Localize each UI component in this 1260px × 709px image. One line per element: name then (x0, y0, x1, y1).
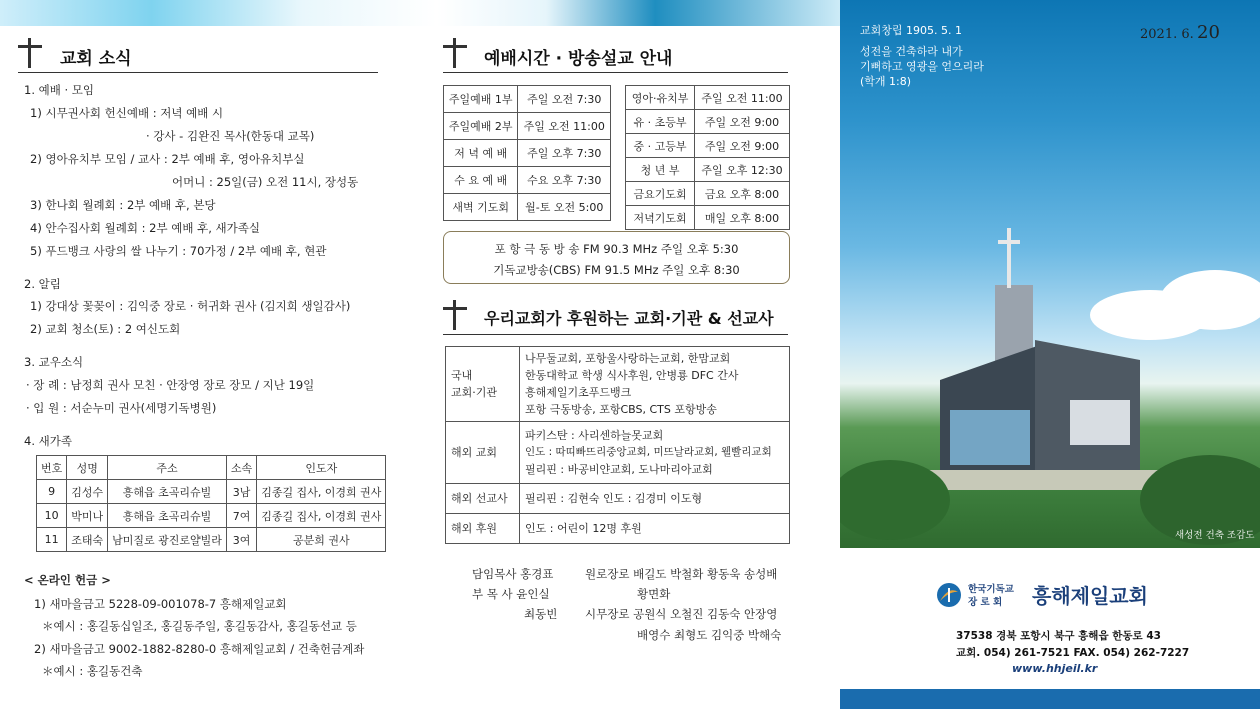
cell: 김성수 (67, 480, 108, 504)
support-content-cell (520, 484, 790, 514)
cell: 김종길 집사, 이경희 권사 (257, 480, 386, 504)
cell: 흥해읍 초곡리슈빌 (108, 504, 227, 528)
support-line: 나무둘교회, 포항울사랑하는교회, 한맘교회 (525, 352, 731, 365)
cell: 월-토 오전 5:00 (518, 194, 611, 221)
online-heading: < 온라인 헌금 > (24, 573, 111, 587)
staff-right: 시무장로 공원식 오철진 김동숙 안장영 (585, 607, 778, 621)
support-line: 한동대학교 학생 식사후원, 안병룡 DFC 간사 (525, 369, 739, 382)
cell: 영아·유치부 (626, 86, 695, 110)
broadcast-line: 기독교방송(CBS) FM 91.5 MHz 주일 오후 8:30 (493, 263, 740, 277)
col-header: 소속 (226, 456, 256, 480)
new-family-table (36, 455, 386, 552)
cover-panel (840, 0, 1260, 709)
support-header-label: 교회·기관 (451, 386, 498, 399)
staff-right: 배영수 최형도 김익중 박해숙 (637, 628, 782, 642)
issue-day: 20 (1197, 22, 1220, 43)
cross-icon (18, 38, 42, 68)
cell: 흥해읍 초곡리슈빌 (108, 480, 227, 504)
table-row (446, 514, 790, 544)
col-header: 번호 (37, 456, 67, 480)
staff-left: 담임목사 홍경표 (472, 567, 554, 581)
col-header: 성명 (67, 456, 108, 480)
support-content-cell (520, 422, 790, 484)
support-line: 파키스탄 : 사리센하늘못교회 (525, 429, 664, 442)
support-line: 포항 극동방송, 포항CBS, CTS 포항방송 (525, 403, 717, 416)
cell: 매일 오후 8:00 (695, 206, 790, 230)
news-rule (18, 72, 378, 73)
verse-line: (학개 1:8) (860, 75, 912, 88)
worship-table-right (625, 85, 790, 230)
church-phone: 교회. 054) 261-7521 FAX. 054) 262-7227 (956, 647, 1190, 659)
support-line: 필리핀 : 김현숙 인도 : 김경미 이도형 (525, 492, 703, 505)
founded-date: 교회창립 1905. 5. 1 (860, 24, 962, 37)
table-row (626, 134, 790, 158)
table-row (444, 113, 611, 140)
news-line: 1) 시무권사회 헌신예배 : 저녁 예배 시 (30, 106, 224, 120)
table-row (444, 167, 611, 194)
cell: 박미나 (67, 504, 108, 528)
support-header-cell (446, 422, 520, 484)
cell: 10 (37, 504, 67, 528)
online-line: 1) 새마을금고 5228-09-001078-7 흥해제일교회 (34, 597, 287, 611)
support-line: 필리핀 : 바공비얀교회, 도나마리아교회 (525, 463, 713, 476)
broadcast-line: 포 항 극 동 방 송 FM 90.3 MHz 주일 오후 5:30 (494, 242, 739, 256)
verse-line: 성전을 건축하라 내가 (860, 45, 963, 58)
support-table (445, 346, 790, 544)
cell: 주일 오후 12:30 (695, 158, 790, 182)
support-header-label: 해외 후원 (451, 522, 498, 535)
support-line: 인도 : 어린이 12명 후원 (525, 522, 642, 535)
cell: 7여 (226, 504, 256, 528)
table-row (626, 182, 790, 206)
table-row (626, 158, 790, 182)
table-row (626, 110, 790, 134)
staff-right: 원로장로 배길도 박철화 황동욱 송성배 (585, 567, 778, 581)
cell: 새벽 기도회 (444, 194, 518, 221)
support-content-cell (520, 514, 790, 544)
verse-line: 기뻐하고 영광을 얻으리라 (860, 60, 984, 73)
cell: 주일 오전 11:00 (695, 86, 790, 110)
table-row (37, 528, 386, 552)
support-header-label: 해외 교회 (451, 446, 498, 459)
worship-table-left (443, 85, 611, 221)
cell: 금요 오후 8:00 (695, 182, 790, 206)
support-header-cell (446, 514, 520, 544)
support-header-label: 해외 선교사 (451, 492, 508, 505)
table-row (626, 86, 790, 110)
news-s1-heading: 1. 예배 · 모임 (24, 83, 95, 97)
support-line: 흥해제일기초푸드뱅크 (525, 386, 632, 399)
denomination-1: 한국기독교 (968, 584, 1014, 595)
church-name: 흥해제일교회 (1032, 584, 1148, 608)
support-content-cell (520, 347, 790, 422)
cell: 청 년 부 (626, 158, 695, 182)
news-line: · 강사 - 김완진 목사(한동대 교목) (146, 129, 315, 143)
news-line: 3) 한나회 월례회 : 2부 예배 후, 본당 (30, 198, 216, 212)
news-line: · 장 례 : 남정희 권사 모친 · 안장영 장로 장모 / 지난 19일 (26, 378, 315, 392)
news-s4-heading: 4. 새가족 (24, 434, 72, 448)
cell: 김종길 집사, 이경희 권사 (257, 504, 386, 528)
news-line: · 입 원 : 서순누미 권사(세명기독병원) (26, 401, 217, 415)
staff-right: 황면화 (637, 587, 671, 601)
news-line: 2) 영아유치부 모임 / 교사 : 2부 예배 후, 영아유치부실 (30, 152, 305, 166)
cell: 주일 오전 7:30 (518, 86, 611, 113)
news-line: 5) 푸드뱅크 사랑의 쌀 나누기 : 70가정 / 2부 예배 후, 현관 (30, 244, 327, 258)
news-line: 1) 강대상 꽃꽂이 : 김익중 장로 · 허귀화 권사 (김지희 생일감사) (30, 299, 351, 313)
church-logo-icon (936, 582, 962, 608)
table-row (444, 86, 611, 113)
cell: 조태숙 (67, 528, 108, 552)
cell: 3여 (226, 528, 256, 552)
news-s3-heading: 3. 교우소식 (24, 355, 84, 369)
image-caption: 새성전 건축 조감도 (1175, 530, 1255, 541)
table-header-row (37, 456, 386, 480)
online-line: ＊예시 : 홍길동십일조, 홍길동주일, 홍길동감사, 홍길동선교 등 (42, 619, 357, 633)
cell: 주일 오전 9:00 (695, 134, 790, 158)
issue-date: 2021. 6. (1140, 27, 1194, 42)
news-line: 4) 안수집사회 월례회 : 2부 예배 후, 새가족실 (30, 221, 260, 235)
cell: 11 (37, 528, 67, 552)
broadcast-box (443, 231, 790, 284)
cross-icon (443, 300, 467, 330)
cell: 저 녁 예 배 (444, 140, 518, 167)
news-title: 교회 소식 (60, 49, 132, 69)
support-rule (443, 334, 788, 335)
worship-rule (443, 72, 788, 73)
table-row (446, 347, 790, 422)
support-header-cell (446, 347, 520, 422)
news-line: 어머니 : 25일(금) 오전 11시, 장성동 (172, 175, 359, 189)
news-line: 2) 교회 청소(토) : 2 여신도회 (30, 322, 181, 336)
cell: 주일예배 1부 (444, 86, 518, 113)
table-row (37, 480, 386, 504)
cell: 주일 오전 9:00 (695, 110, 790, 134)
worship-title: 예배시간 · 방송설교 안내 (484, 49, 673, 69)
support-title: 우리교회가 후원하는 교회·기관 & 선교사 (484, 309, 774, 328)
cover-bottom-bar (840, 689, 1260, 709)
support-line: 인도 : 따띠빠뜨리중앙교회, 미뜨날라교회, 웰빨리교회 (525, 446, 772, 458)
cell: 중 · 고등부 (626, 134, 695, 158)
cross-icon (443, 38, 467, 68)
cell: 주일 오전 11:00 (518, 113, 611, 140)
table-row (446, 484, 790, 514)
support-header-label: 국내 (451, 369, 473, 382)
cell: 금요기도회 (626, 182, 695, 206)
website-link[interactable]: www.hhjeil.kr (1012, 662, 1098, 675)
cell: 9 (37, 480, 67, 504)
cell: 남미질로 광진로얄빌라 (108, 528, 227, 552)
online-line: ＊예시 : 홍길동건축 (42, 664, 143, 678)
table-row (446, 422, 790, 484)
cell: 수요 오후 7:30 (518, 167, 611, 194)
support-header-cell (446, 484, 520, 514)
top-decor-band (0, 0, 840, 26)
cell: 주일 오후 7:30 (518, 140, 611, 167)
news-s2-heading: 2. 알림 (24, 277, 61, 291)
table-row (444, 194, 611, 221)
staff-left: 부 목 사 윤인실 (472, 587, 550, 601)
cell: 공분희 권사 (257, 528, 386, 552)
col-header: 주소 (108, 456, 227, 480)
table-row (626, 206, 790, 230)
cell: 수 요 예 배 (444, 167, 518, 194)
table-row (444, 140, 611, 167)
cell: 저녁기도회 (626, 206, 695, 230)
cell: 유 · 초등부 (626, 110, 695, 134)
cell: 3남 (226, 480, 256, 504)
staff-left: 최동빈 (524, 607, 558, 621)
church-address: 37538 경북 포항시 북구 흥해읍 한동로 43 (956, 630, 1161, 642)
denomination-2: 장 로 회 (968, 597, 1003, 608)
online-line: 2) 새마을금고 9002-1882-8280-0 흥해제일교회 / 건축헌금계좌 (34, 642, 365, 656)
table-row (37, 504, 386, 528)
cell: 주일예배 2부 (444, 113, 518, 140)
col-header: 인도자 (257, 456, 386, 480)
